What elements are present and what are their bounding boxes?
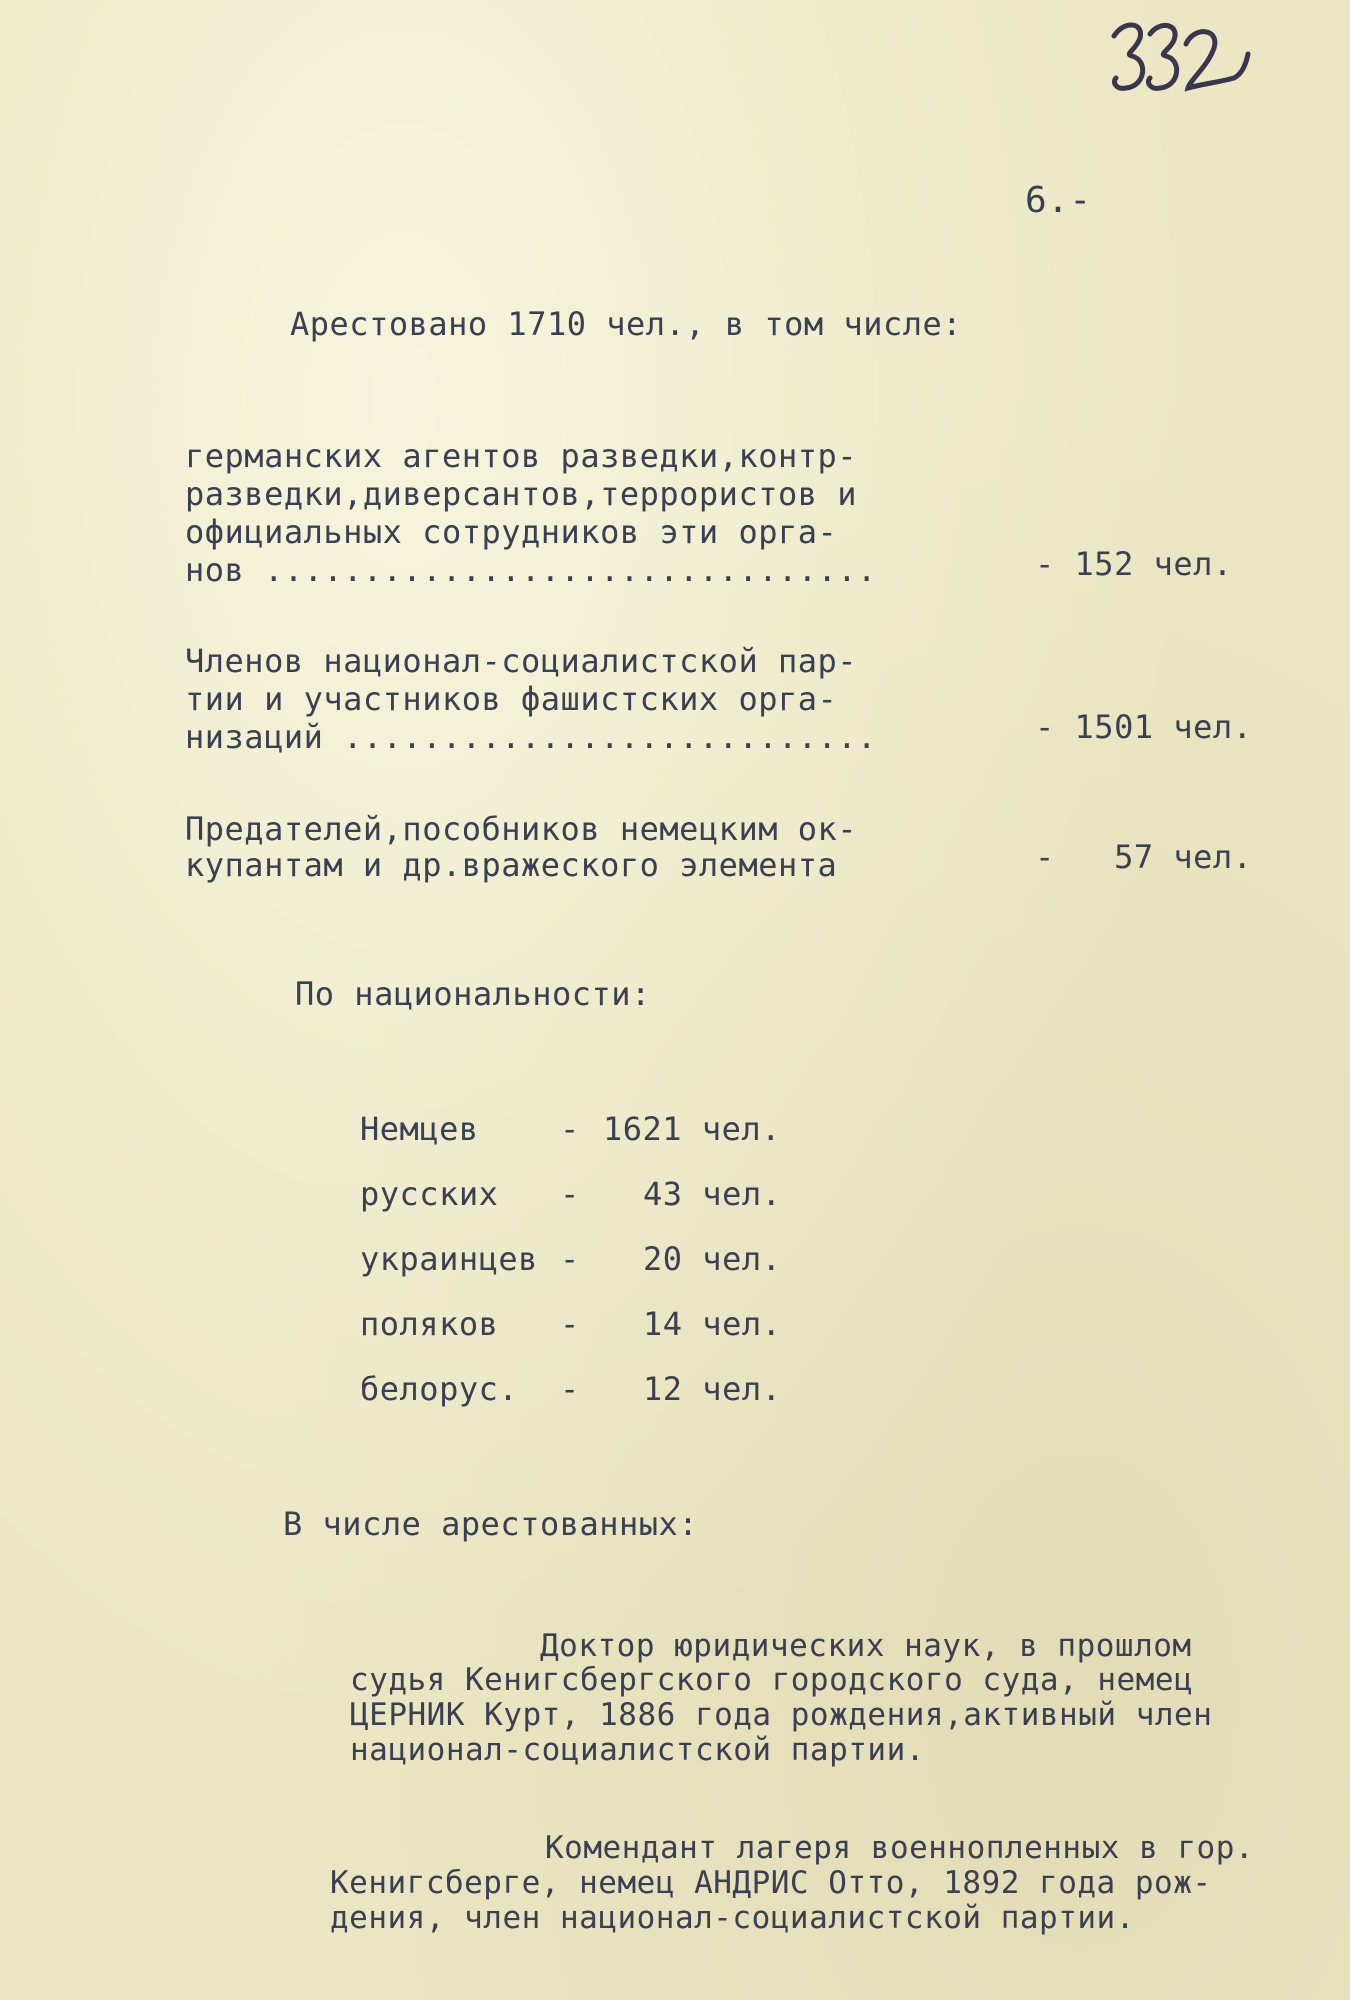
nationality-name: русских	[360, 1175, 499, 1213]
nationality-name: поляков	[360, 1305, 499, 1343]
category-3-line-1: Предателей,пособников немецким ок-	[185, 810, 858, 848]
category-2-line-2: тии и участников фашистских орга-	[185, 680, 838, 718]
arrested-total-line: Арестовано 1710 чел., в том числе:	[290, 305, 963, 343]
paragraph-2-line-2: Кенигсберге, немец АНДРИС Отто, 1892 года рож-	[330, 1865, 1212, 1901]
category-1-count: - 152 чел.	[1035, 545, 1233, 583]
paragraph-1-line-1: Доктор юридических наук, в прошлом	[540, 1628, 1192, 1664]
category-1-line-4: нов ...............................	[185, 551, 877, 589]
handwritten-number-graphic	[1102, 8, 1252, 108]
nationality-dash: -	[560, 1240, 580, 1278]
nationality-count: 43 чел.	[643, 1175, 782, 1213]
among-arrested-heading: В числе арестованных:	[283, 1505, 699, 1543]
category-3-count: - 57 чел.	[1035, 838, 1253, 876]
paragraph-1-line-3: ЦЕРНИК Курт, 1886 года рождения,активный член	[350, 1697, 1213, 1733]
nationality-count: 12 чел.	[643, 1370, 782, 1408]
paragraph-2-line-1: Комендант лагеря военнопленных в гор.	[545, 1830, 1255, 1866]
nationality-count: 1621 чел.	[603, 1110, 781, 1148]
category-2-line-1: Членов национал-социалистской пар-	[185, 642, 858, 680]
category-1-line-3: официальных сотрудников эти орга-	[185, 513, 838, 551]
nationality-dash: -	[560, 1110, 580, 1148]
category-3-line-2: купантам и др.вражеского элемента	[185, 846, 838, 884]
nationality-name: Немцев	[360, 1110, 479, 1148]
archive-folio-number	[1102, 8, 1252, 108]
paragraph-1-line-2: судья Кенигсбергского городского суда, немец	[350, 1662, 1194, 1698]
paragraph-2-line-3: дения, член национал-социалистской партии.	[330, 1900, 1135, 1936]
page-number: 6.-	[1025, 180, 1092, 221]
nationality-count: 20 чел.	[643, 1240, 782, 1278]
nationality-name: украинцев	[360, 1240, 538, 1278]
nationality-dash: -	[560, 1175, 580, 1213]
nationality-dash: -	[560, 1370, 580, 1408]
paragraph-1-line-4: национал-социалистской партии.	[350, 1732, 925, 1768]
nationality-name: белорус.	[360, 1370, 519, 1408]
category-1-line-2: разведки,диверсантов,террористов и	[185, 475, 858, 513]
nationality-heading: По национальности:	[295, 975, 651, 1013]
nationality-dash: -	[560, 1305, 580, 1343]
category-2-line-3: низаций ...........................	[185, 718, 877, 756]
category-2-count: - 1501 чел.	[1035, 708, 1253, 746]
category-1-line-1: германских агентов разведки,контр-	[185, 437, 858, 475]
nationality-count: 14 чел.	[643, 1305, 782, 1343]
